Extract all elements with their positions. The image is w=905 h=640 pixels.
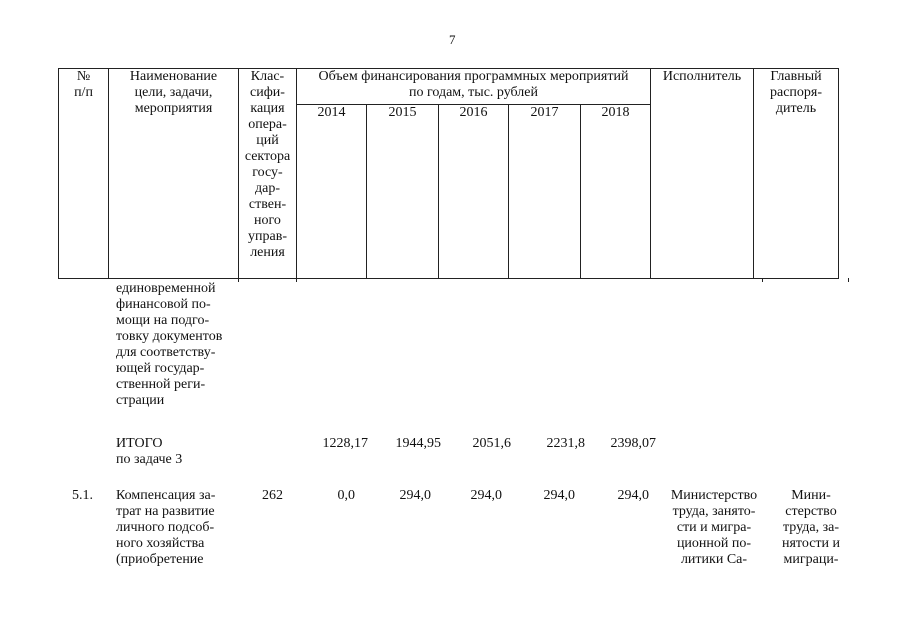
header-funding: Объем финансирования программных мероприятий по годам, тыс. рублей — [297, 69, 651, 105]
header-year-2014: 2014 — [297, 105, 367, 279]
header-year-2016: 2016 — [439, 105, 509, 279]
column-rule — [848, 278, 849, 282]
total-2016: 2051,6 — [472, 436, 511, 451]
header-year-2015: 2015 — [367, 105, 439, 279]
row-value-2017: 294,0 — [543, 488, 575, 503]
header-classification: Клас- сифи- кация опера- ций сектора госу- дар- ствен- ного управ- ления — [239, 69, 297, 279]
header-year-2017: 2017 — [509, 105, 581, 279]
page-number: 7 — [449, 32, 456, 47]
header-manager: Главный распоря- дитель — [754, 69, 839, 279]
column-rule — [238, 278, 239, 282]
header-name: Наименование цели, задачи, мероприятия — [109, 69, 239, 279]
row-classification: 262 — [262, 488, 283, 503]
column-rule — [296, 278, 297, 282]
row-value-2014: 0,0 — [337, 488, 355, 503]
header-executor: Исполнитель — [651, 69, 754, 279]
total-label: ИТОГО по задаче 3 — [116, 436, 183, 467]
total-2017: 2231,8 — [546, 436, 585, 451]
row-value-2018: 294,0 — [617, 488, 649, 503]
row-manager: Мини- стерство труда, за- нятости и миграци- — [781, 488, 841, 567]
total-2015: 1944,95 — [395, 436, 441, 451]
total-2018: 2398,07 — [610, 436, 656, 451]
column-rule — [762, 278, 763, 282]
header-year-2018: 2018 — [581, 105, 651, 279]
continued-text: единовременной финансовой по- мощи на подго- товку документов для соответству- ющей государ- ственной реги- страции — [116, 281, 223, 408]
row-value-2015: 294,0 — [399, 488, 431, 503]
header-num: № п/п — [59, 69, 109, 279]
table-header — [58, 68, 839, 279]
row-executor: Министерство труда, занято- сти и мигра- ционной по- литики Са- — [670, 488, 758, 567]
row-value-2016: 294,0 — [470, 488, 502, 503]
row-name: Компенсация за- трат на развитие личного подсоб- ного хозяйства (приобретение — [116, 488, 216, 567]
row-number: 5.1. — [72, 488, 93, 503]
total-2014: 1228,17 — [322, 436, 368, 451]
